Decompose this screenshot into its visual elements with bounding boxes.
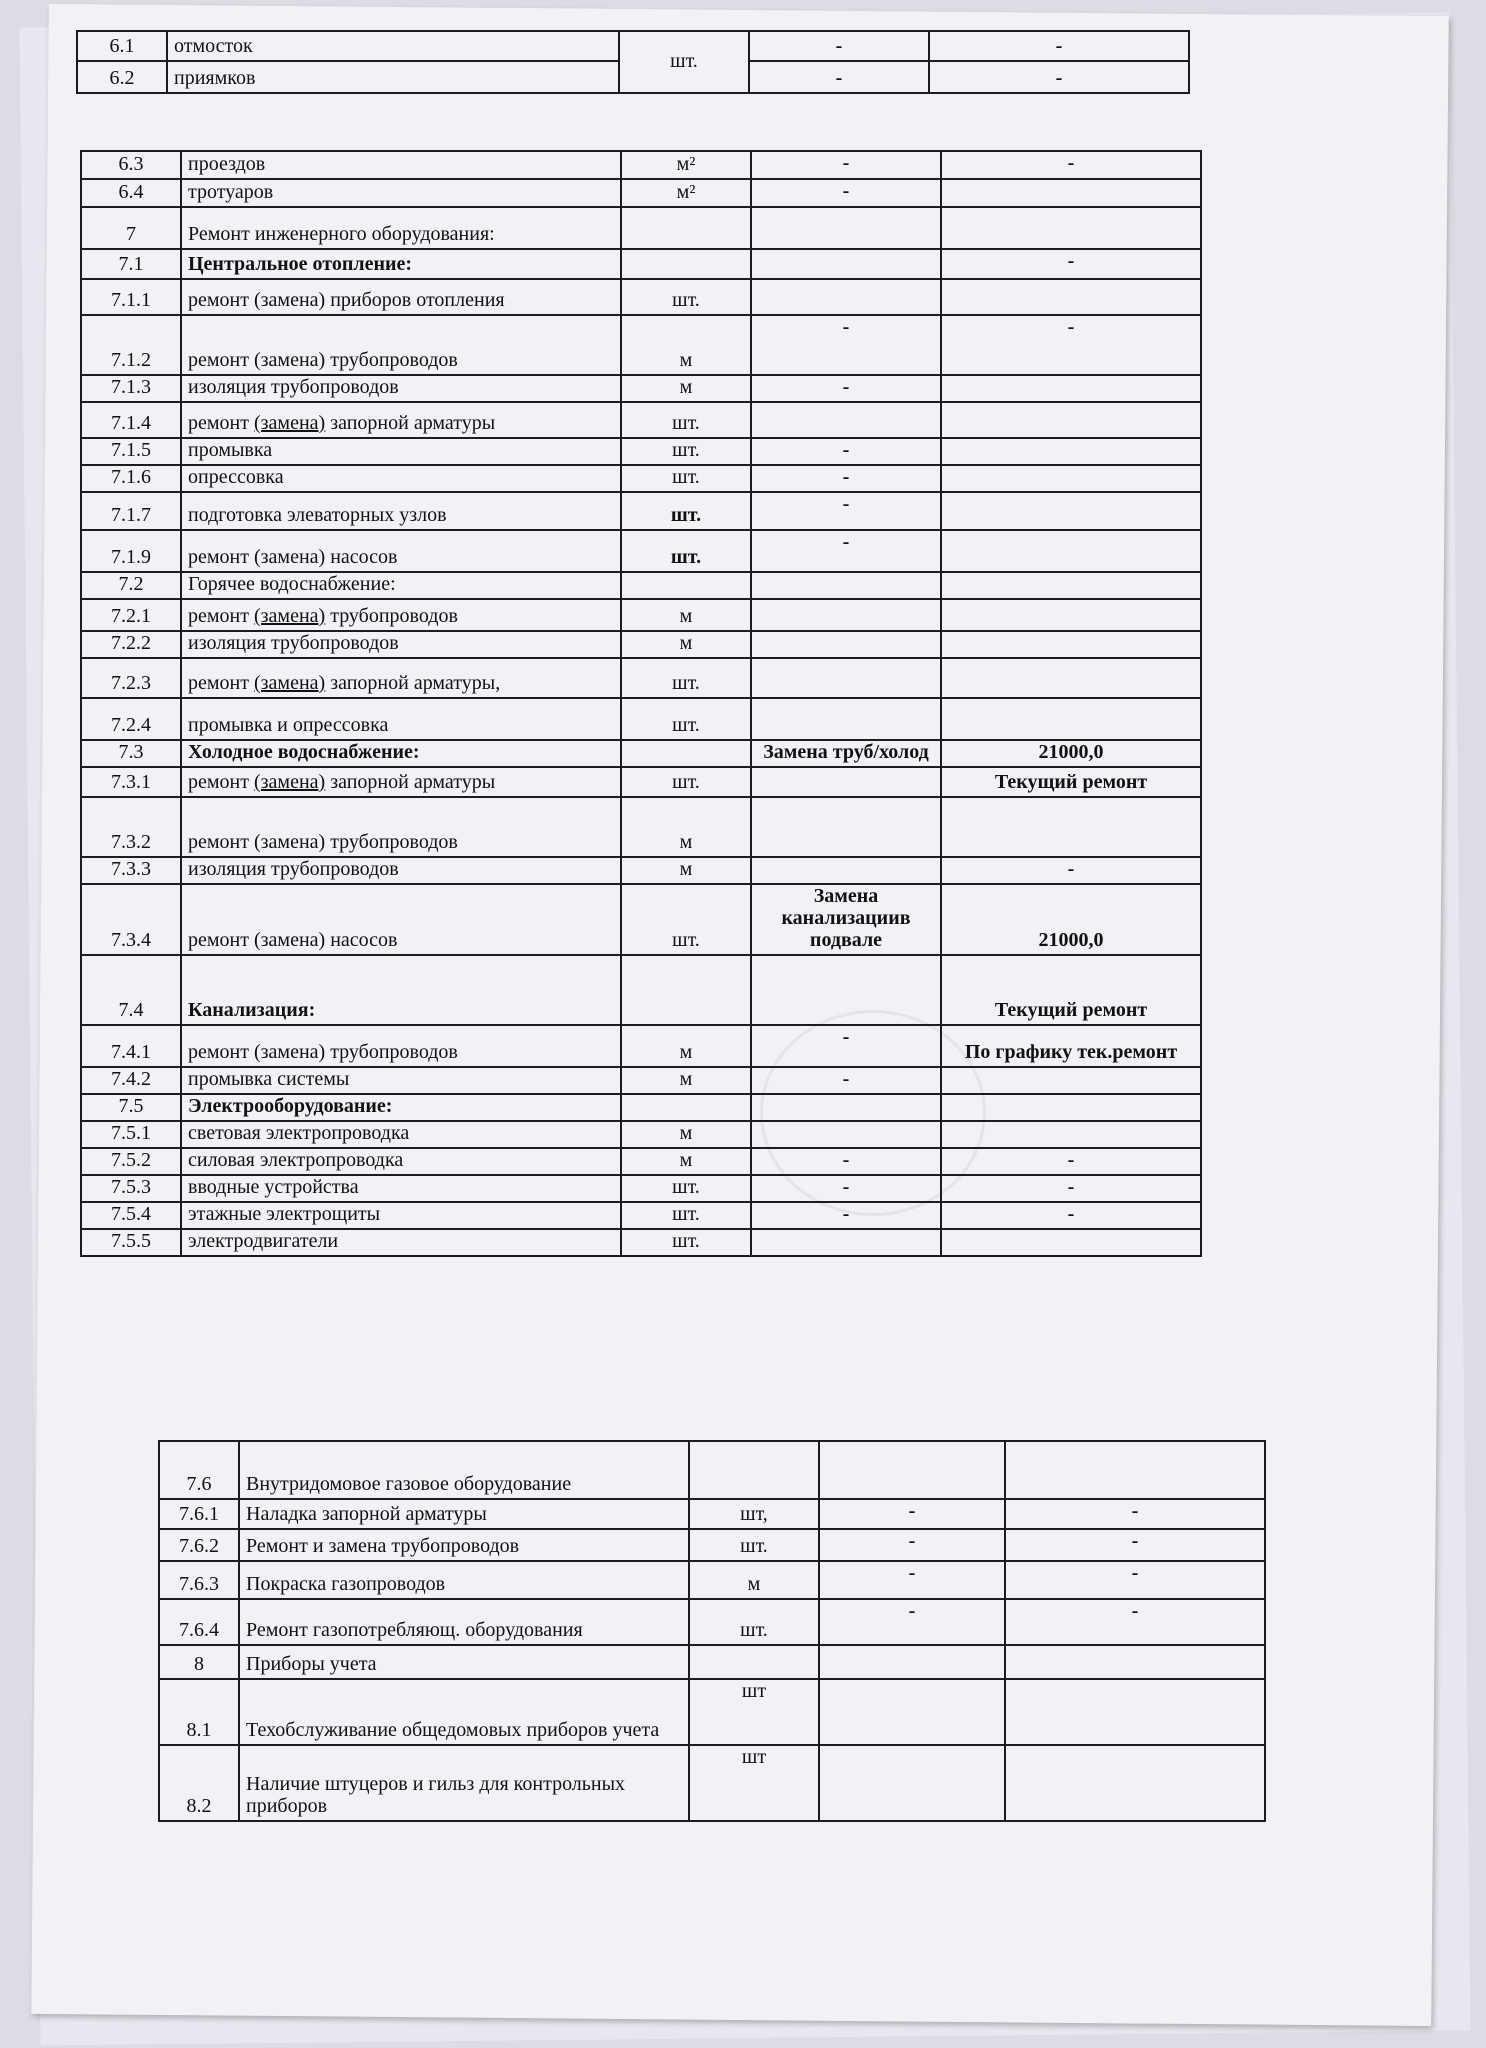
row-col5 xyxy=(941,279,1201,315)
row-unit: шт. xyxy=(621,465,751,492)
row-unit: шт. xyxy=(621,279,751,315)
row-col4: - xyxy=(819,1599,1005,1645)
row-unit: м xyxy=(621,1025,751,1067)
gas-table xyxy=(158,1440,1266,1822)
row-col4: - xyxy=(751,375,941,402)
row-col4 xyxy=(751,279,941,315)
row-unit: м xyxy=(621,631,751,658)
row-name: ремонт (замена) запорной арматуры xyxy=(181,767,621,797)
row-number: 7.4.2 xyxy=(81,1067,181,1094)
row-col5 xyxy=(1005,1679,1265,1745)
row-col5: - xyxy=(941,1148,1201,1175)
row-col4 xyxy=(819,1745,1005,1821)
row-unit: шт. xyxy=(621,402,751,438)
row-number: 7.1.7 xyxy=(81,492,181,530)
table-row xyxy=(81,658,1201,698)
row-col5 xyxy=(941,530,1201,572)
row-unit xyxy=(621,249,751,279)
row-name: Ремонт газопотребляющ. оборудования xyxy=(239,1599,689,1645)
row-name: Наладка запорной арматуры xyxy=(239,1499,689,1529)
row-name: Техобслуживание общедомовых приборов учета xyxy=(239,1679,689,1745)
table-row xyxy=(81,179,1201,207)
row-name: ремонт (замена) насосов xyxy=(181,884,621,955)
table-row xyxy=(159,1599,1265,1645)
table-row xyxy=(81,1175,1201,1202)
row-unit xyxy=(689,1645,819,1679)
table-row xyxy=(81,1025,1201,1067)
row-number: 7.1.1 xyxy=(81,279,181,315)
row-col5: - xyxy=(1005,1599,1265,1645)
row-number: 7.6.4 xyxy=(159,1599,239,1645)
row-col5 xyxy=(941,1229,1201,1256)
row-col4 xyxy=(819,1441,1005,1499)
row-number: 7.3.3 xyxy=(81,857,181,884)
row-name: Наличие штуцеров и гильз для контрольных приборов xyxy=(239,1745,689,1821)
row-col4 xyxy=(751,631,941,658)
row-name: ремонт (замена) трубопроводов xyxy=(181,1025,621,1067)
row-number: 7.6.3 xyxy=(159,1561,239,1599)
table-row xyxy=(81,438,1201,465)
row-col4: - xyxy=(751,1148,941,1175)
row-unit xyxy=(621,207,751,249)
table-row xyxy=(159,1441,1265,1499)
row-col5 xyxy=(941,402,1201,438)
table-row xyxy=(159,1499,1265,1529)
row-col5: 21000,0 xyxy=(941,740,1201,767)
table-row xyxy=(159,1561,1265,1599)
row-number: 7.5.1 xyxy=(81,1121,181,1148)
row-number: 7.6 xyxy=(159,1441,239,1499)
row-col4: - xyxy=(751,465,941,492)
row-number: 8 xyxy=(159,1645,239,1679)
row-col5: Текущий ремонт xyxy=(941,955,1201,1025)
row-number: 7.2.1 xyxy=(81,599,181,631)
table-row xyxy=(159,1645,1265,1679)
table-row xyxy=(81,797,1201,857)
row-col4 xyxy=(751,658,941,698)
row-unit: м xyxy=(621,797,751,857)
row-col5 xyxy=(941,179,1201,207)
row-name: ремонт (замена) запорной арматуры, xyxy=(181,658,621,698)
row-col5 xyxy=(941,1121,1201,1148)
table-row xyxy=(81,857,1201,884)
table-row xyxy=(81,151,1201,179)
row-name: Ремонт инженерного оборудования: xyxy=(181,207,621,249)
row-col4: Замена труб/холод xyxy=(751,740,941,767)
row-number: 7.3.2 xyxy=(81,797,181,857)
row-number: 7.2.3 xyxy=(81,658,181,698)
row-name: ремонт (замена) трубопроводов xyxy=(181,599,621,631)
row-col5: - xyxy=(941,1202,1201,1229)
row-col4: - xyxy=(751,315,941,375)
row-number: 7.6.2 xyxy=(159,1529,239,1561)
row-number: 7.3 xyxy=(81,740,181,767)
row-unit: шт. xyxy=(621,767,751,797)
row-col4 xyxy=(751,797,941,857)
row-unit: м xyxy=(621,1121,751,1148)
row-col4: - xyxy=(751,179,941,207)
row-name: Горячее водоснабжение: xyxy=(181,572,621,599)
row-number: 6.3 xyxy=(81,151,181,179)
table-row xyxy=(81,465,1201,492)
top-table xyxy=(76,30,1190,94)
row-unit xyxy=(621,955,751,1025)
row-col4 xyxy=(751,207,941,249)
row-number: 6.2 xyxy=(77,61,167,93)
row-unit: шт. xyxy=(621,658,751,698)
table-row xyxy=(81,492,1201,530)
row-unit xyxy=(621,1094,751,1121)
row-number: 7.3.4 xyxy=(81,884,181,955)
row-col5 xyxy=(941,438,1201,465)
table-row xyxy=(81,767,1201,797)
row-unit: м xyxy=(621,857,751,884)
row-unit: м xyxy=(689,1561,819,1599)
row-name: промывка системы xyxy=(181,1067,621,1094)
table-row xyxy=(81,1202,1201,1229)
row-unit: шт. xyxy=(621,492,751,530)
row-number: 7.5.2 xyxy=(81,1148,181,1175)
row-col5: 21000,0 xyxy=(941,884,1201,955)
table-row xyxy=(81,1229,1201,1256)
row-number: 8.1 xyxy=(159,1679,239,1745)
row-unit: шт. xyxy=(621,884,751,955)
row-name: Холодное водоснабжение: xyxy=(181,740,621,767)
row-name: опрессовка xyxy=(181,465,621,492)
row-col5: - xyxy=(941,315,1201,375)
row-unit: шт. xyxy=(621,1202,751,1229)
row-col4 xyxy=(751,698,941,740)
row-col4: Замена канализациив подвале xyxy=(751,884,941,955)
row-number: 7.1.5 xyxy=(81,438,181,465)
row-col4 xyxy=(751,955,941,1025)
row-name: ремонт (замена) приборов отопления xyxy=(181,279,621,315)
row-number: 7 xyxy=(81,207,181,249)
row-col4 xyxy=(819,1679,1005,1745)
row-name: изоляция трубопроводов xyxy=(181,631,621,658)
table-row xyxy=(81,315,1201,375)
row-col5 xyxy=(941,797,1201,857)
row-col5 xyxy=(941,631,1201,658)
row-unit: шт. xyxy=(621,438,751,465)
row-col4 xyxy=(751,599,941,631)
table-row xyxy=(81,1148,1201,1175)
row-unit: м xyxy=(621,1148,751,1175)
row-col4 xyxy=(751,572,941,599)
row-unit xyxy=(689,1441,819,1499)
row-col5: Текущий ремонт xyxy=(941,767,1201,797)
row-name: Ремонт и замена трубопроводов xyxy=(239,1529,689,1561)
row-name: промывка и опрессовка xyxy=(181,698,621,740)
row-col4: - xyxy=(749,31,929,61)
row-col4: - xyxy=(751,492,941,530)
row-col4 xyxy=(751,249,941,279)
row-name: ремонт (замена) насосов xyxy=(181,530,621,572)
table-row xyxy=(81,884,1201,955)
table-row xyxy=(77,31,1189,61)
row-number: 7.2.2 xyxy=(81,631,181,658)
row-number: 7.1.9 xyxy=(81,530,181,572)
row-name: ремонт (замена) запорной арматуры xyxy=(181,402,621,438)
row-col4: - xyxy=(751,438,941,465)
row-col4: - xyxy=(751,1202,941,1229)
row-col4: - xyxy=(751,1025,941,1067)
row-col4: - xyxy=(819,1561,1005,1599)
table-row xyxy=(81,631,1201,658)
row-number: 6.4 xyxy=(81,179,181,207)
row-unit: м² xyxy=(621,151,751,179)
table-row xyxy=(159,1679,1265,1745)
row-number: 7.5.3 xyxy=(81,1175,181,1202)
table-row xyxy=(81,375,1201,402)
row-name: изоляция трубопроводов xyxy=(181,857,621,884)
row-name: Электрооборудование: xyxy=(181,1094,621,1121)
row-col5: - xyxy=(941,857,1201,884)
row-col5: - xyxy=(1005,1561,1265,1599)
row-unit: м xyxy=(621,315,751,375)
table-row xyxy=(81,249,1201,279)
row-col5 xyxy=(941,698,1201,740)
row-name: силовая электропроводка xyxy=(181,1148,621,1175)
table-row xyxy=(81,698,1201,740)
row-name: электродвигатели xyxy=(181,1229,621,1256)
row-col5: - xyxy=(929,61,1189,93)
row-number: 7.3.1 xyxy=(81,767,181,797)
row-name: вводные устройства xyxy=(181,1175,621,1202)
row-col5 xyxy=(941,599,1201,631)
table-row xyxy=(81,955,1201,1025)
row-col5: По графику тек.ремонт xyxy=(941,1025,1201,1067)
table-row xyxy=(81,530,1201,572)
row-name: приямков xyxy=(167,61,619,93)
row-number: 7.4.1 xyxy=(81,1025,181,1067)
row-number: 8.2 xyxy=(159,1745,239,1821)
row-col5 xyxy=(941,207,1201,249)
row-col4: - xyxy=(751,530,941,572)
table-row xyxy=(81,572,1201,599)
row-name: отмосток xyxy=(167,31,619,61)
row-col5: - xyxy=(941,1175,1201,1202)
row-unit: м xyxy=(621,375,751,402)
row-name: ремонт (замена) трубопроводов xyxy=(181,797,621,857)
row-col4 xyxy=(819,1645,1005,1679)
row-col4: - xyxy=(819,1499,1005,1529)
row-unit: шт. xyxy=(689,1599,819,1645)
row-number: 7.1 xyxy=(81,249,181,279)
table-row xyxy=(159,1745,1265,1821)
row-col5 xyxy=(941,1067,1201,1094)
row-col5: - xyxy=(929,31,1189,61)
row-col4 xyxy=(751,1094,941,1121)
row-col5: - xyxy=(941,151,1201,179)
row-unit: шт. xyxy=(621,1229,751,1256)
row-unit xyxy=(621,740,751,767)
row-number: 7.1.4 xyxy=(81,402,181,438)
row-name: этажные электрощиты xyxy=(181,1202,621,1229)
row-name: Внутридомовое газовое оборудование xyxy=(239,1441,689,1499)
table-row xyxy=(81,279,1201,315)
row-col5: - xyxy=(1005,1529,1265,1561)
row-unit: м² xyxy=(621,179,751,207)
row-name: Центральное отопление: xyxy=(181,249,621,279)
row-name: проездов xyxy=(181,151,621,179)
row-col4 xyxy=(751,857,941,884)
row-col5 xyxy=(941,658,1201,698)
row-name: Приборы учета xyxy=(239,1645,689,1679)
row-col4: - xyxy=(751,151,941,179)
row-col5 xyxy=(1005,1441,1265,1499)
row-col5 xyxy=(941,1094,1201,1121)
row-col5 xyxy=(941,465,1201,492)
row-unit: шт. xyxy=(621,530,751,572)
row-unit: шт. xyxy=(621,698,751,740)
row-name: Покраска газопроводов xyxy=(239,1561,689,1599)
row-col4 xyxy=(751,1121,941,1148)
row-number: 7.5.5 xyxy=(81,1229,181,1256)
row-number: 7.5 xyxy=(81,1094,181,1121)
row-name: ремонт (замена) трубопроводов xyxy=(181,315,621,375)
table-row xyxy=(81,1094,1201,1121)
table-row xyxy=(81,740,1201,767)
row-col5: - xyxy=(1005,1499,1265,1529)
row-name: изоляция трубопроводов xyxy=(181,375,621,402)
row-col4 xyxy=(751,767,941,797)
row-number: 6.1 xyxy=(77,31,167,61)
table-row xyxy=(81,1067,1201,1094)
row-name: тротуаров xyxy=(181,179,621,207)
table-row xyxy=(81,1121,1201,1148)
row-unit: шт. xyxy=(619,31,749,93)
row-name: промывка xyxy=(181,438,621,465)
row-unit: шт. xyxy=(621,1175,751,1202)
row-unit: шт. xyxy=(689,1529,819,1561)
row-unit xyxy=(621,572,751,599)
row-name: Канализация: xyxy=(181,955,621,1025)
row-col5 xyxy=(941,492,1201,530)
row-number: 7.1.2 xyxy=(81,315,181,375)
row-col4: - xyxy=(819,1529,1005,1561)
row-col4 xyxy=(751,1229,941,1256)
row-name: подготовка элеваторных узлов xyxy=(181,492,621,530)
row-number: 7.2 xyxy=(81,572,181,599)
main-table xyxy=(80,150,1202,1257)
row-col4: - xyxy=(751,1175,941,1202)
row-col5 xyxy=(1005,1645,1265,1679)
table-row xyxy=(81,599,1201,631)
row-col5 xyxy=(941,572,1201,599)
row-number: 7.1.3 xyxy=(81,375,181,402)
row-name: световая электропроводка xyxy=(181,1121,621,1148)
table-row xyxy=(81,402,1201,438)
row-unit: шт, xyxy=(689,1499,819,1529)
row-number: 7.4 xyxy=(81,955,181,1025)
row-col5 xyxy=(941,375,1201,402)
row-col5 xyxy=(1005,1745,1265,1821)
row-number: 7.5.4 xyxy=(81,1202,181,1229)
row-number: 7.1.6 xyxy=(81,465,181,492)
row-unit: м xyxy=(621,1067,751,1094)
row-unit: м xyxy=(621,599,751,631)
table-row xyxy=(159,1529,1265,1561)
row-col4: - xyxy=(751,1067,941,1094)
table-row xyxy=(81,207,1201,249)
row-number: 7.6.1 xyxy=(159,1499,239,1529)
row-col4: - xyxy=(749,61,929,93)
row-number: 7.2.4 xyxy=(81,698,181,740)
row-unit: шт xyxy=(689,1745,819,1821)
row-col5: - xyxy=(941,249,1201,279)
row-col4 xyxy=(751,402,941,438)
row-unit: шт xyxy=(689,1679,819,1745)
